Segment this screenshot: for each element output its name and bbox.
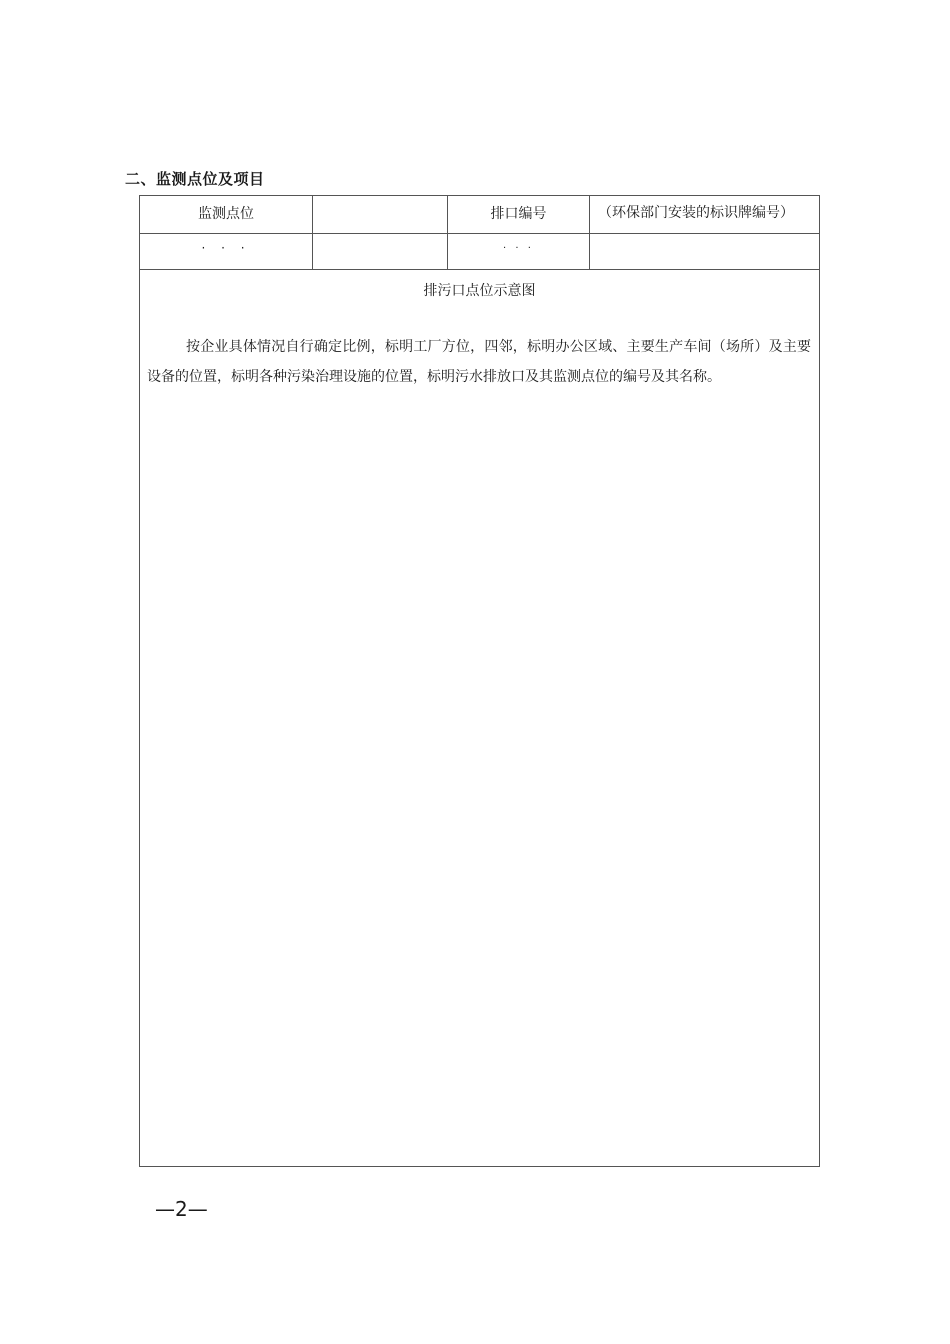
table-row xyxy=(140,234,819,270)
row2-col4-value xyxy=(590,234,819,269)
row2-col2-cell[interactable] xyxy=(313,234,448,269)
row2-col2-value xyxy=(313,234,447,269)
diagram-instructions: 按企业具体情况自行确定比例，标明工厂方位，四邻，标明办公区域、主要生产车间（场所）及主要设备的位置，标明各种污染治理设施的位置，标明污水排放口及其监测点位的编号及其名称。 xyxy=(147,339,811,385)
monitoring-point-label-cell xyxy=(140,196,313,233)
monitoring-form-table xyxy=(139,195,820,1167)
outlet-diagram-area[interactable] xyxy=(140,270,819,1166)
row2-col4-cell[interactable] xyxy=(590,234,819,269)
monitoring-point-label: 监测点位 xyxy=(198,206,254,222)
outlet-number-note-cell[interactable] xyxy=(590,196,819,233)
monitoring-point-value xyxy=(313,196,447,233)
table-header-row xyxy=(140,196,819,234)
row2-col3-placeholder: · · · xyxy=(503,243,534,254)
outlet-number-label-cell xyxy=(448,196,590,233)
monitoring-point-value-cell[interactable] xyxy=(313,196,448,233)
row2-col1-placeholder: · · · xyxy=(201,241,251,255)
row2-col1-cell[interactable] xyxy=(140,234,313,269)
page-number: —2— xyxy=(155,1197,208,1221)
section-title: 二、监测点位及项目 xyxy=(125,170,265,188)
diagram-title: 排污口点位示意图 xyxy=(423,283,536,299)
row2-col3-cell[interactable] xyxy=(448,234,590,269)
outlet-number-note: （环保部门安装的标识牌编号） xyxy=(598,205,794,221)
outlet-number-label: 排口编号 xyxy=(490,206,547,222)
